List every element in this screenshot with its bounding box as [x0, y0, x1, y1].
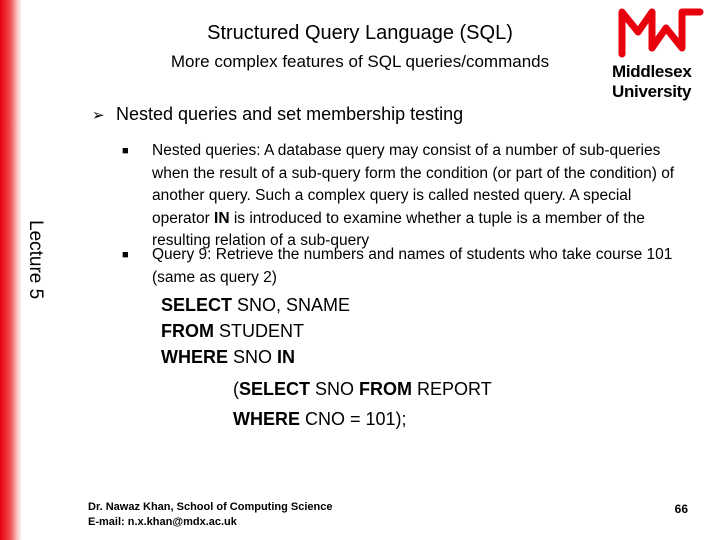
sub-bullet-text: Query 9: Retrieve the numbers and names of students who take course 101 (same as query 2): [152, 246, 673, 286]
square-bullet-icon: ■: [122, 249, 129, 261]
logo-line-2: University: [612, 82, 692, 101]
sql-line-select: [161, 292, 350, 318]
footer-email: E-mail: n.x.khan@mdx.ac.uk: [88, 516, 237, 528]
sql-text: (: [233, 379, 239, 399]
sql-text: SNO: [310, 379, 360, 399]
left-gradient-bar: [0, 0, 22, 540]
arrow-bullet-icon: ➢: [92, 107, 105, 124]
side-label: [26, 220, 50, 330]
sql-keyword: IN: [277, 347, 296, 367]
square-bullet-icon: ■: [122, 145, 129, 157]
slide-title: Structured Query Language (SQL): [207, 22, 513, 44]
sql-keyword: FROM: [359, 379, 413, 399]
footer-author: Dr. Nawaz Khan, School of Computing Science: [88, 501, 333, 513]
sql-keyword: SELECT: [161, 295, 233, 315]
slide-subtitle: More complex features of SQL queries/commands: [170, 52, 550, 71]
sql-line-subwhere: [233, 406, 407, 432]
sql-keyword: SELECT: [239, 379, 311, 399]
sql-keyword: WHERE: [161, 347, 228, 367]
main-bullet-text: Nested queries and set membership testing: [116, 104, 464, 124]
main-bullet: [92, 104, 463, 125]
sql-text: REPORT: [412, 379, 492, 399]
footer-credit: [88, 500, 332, 530]
sub-bullet-text-part: is introduced to examine whether a tuple is a member of the resulting relation of a sub-query: [152, 209, 645, 249]
page-number: 66: [674, 502, 688, 516]
sql-text: SNO: [228, 347, 278, 367]
sql-line-from: [161, 318, 304, 344]
logo-wordmark: [612, 62, 712, 102]
sql-keyword: FROM: [161, 321, 214, 341]
logo-line-1: Middlesex: [612, 62, 692, 81]
sql-line-subselect: [233, 376, 492, 402]
sub-bullet-text-part: Nested queries: A database query may consist of a number of sub-queries when the result of a sub-query form the condition (or part of the condition) of another query. Such a complex query is called nested query. A special operator: [152, 142, 675, 227]
sql-text: SNO, SNAME: [232, 295, 351, 315]
in-keyword: IN: [214, 209, 230, 227]
sql-text: CNO = 101);: [300, 409, 407, 429]
sql-text: STUDENT: [214, 321, 304, 341]
sub-bullet-text: [152, 140, 692, 253]
sql-line-where: [161, 344, 295, 370]
lecture-label: Lecture 5: [25, 220, 46, 300]
sql-keyword: WHERE: [233, 409, 300, 429]
